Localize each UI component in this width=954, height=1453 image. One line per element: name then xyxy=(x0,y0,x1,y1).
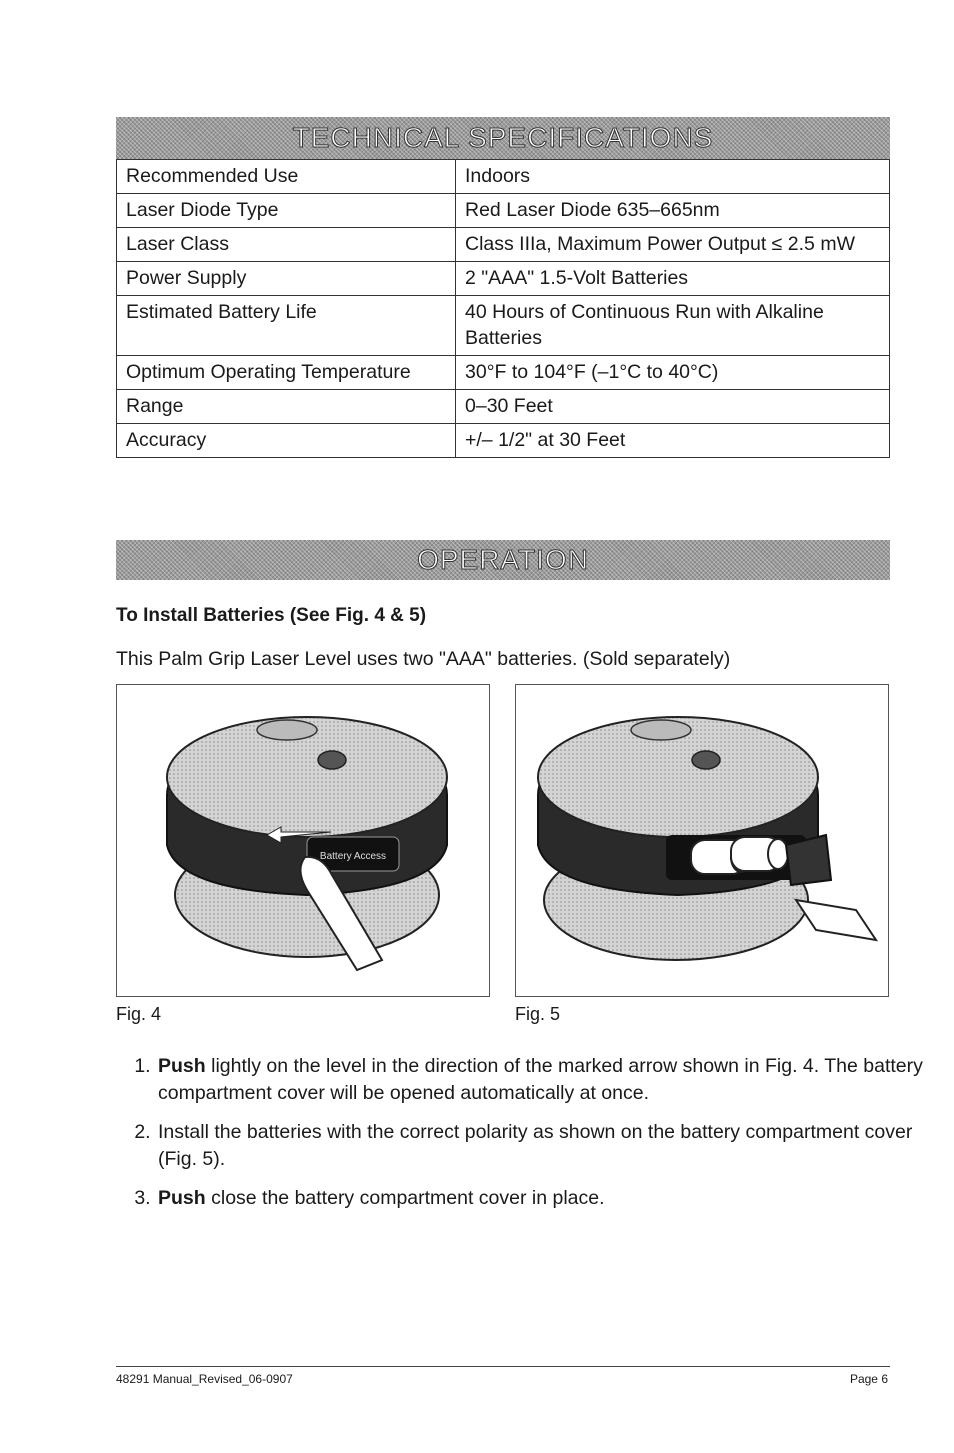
battery-access-label: Battery Access xyxy=(319,851,387,862)
footer-document-id: 48291 Manual_Revised_06-0907 xyxy=(116,1372,293,1386)
figure-5-caption: Fig. 5 xyxy=(515,1004,561,1024)
spec-label: Laser Diode Type xyxy=(117,194,456,228)
spec-label: Recommended Use xyxy=(117,160,456,194)
figure-5-illustration xyxy=(515,684,889,997)
table-row xyxy=(117,296,890,356)
spec-label: Laser Class xyxy=(117,228,456,262)
install-steps-list xyxy=(116,1053,936,1224)
spec-label: Optimum Operating Temperature xyxy=(117,356,456,390)
spec-label: Estimated Battery Life xyxy=(117,296,456,356)
spec-value: 0–30 Feet xyxy=(456,390,890,424)
spec-label: Accuracy xyxy=(117,424,456,458)
step-emphasis: Push xyxy=(158,1055,206,1077)
spec-value: Indoors xyxy=(456,160,890,194)
list-item xyxy=(156,1185,936,1212)
spec-value: 40 Hours of Continuous Run with Alkaline Batteries xyxy=(456,296,890,356)
table-row xyxy=(117,160,890,194)
intro-paragraph: This Palm Grip Laser Level uses two "AAA" batteries. (Sold separately) xyxy=(116,648,731,670)
list-item xyxy=(156,1119,936,1173)
spec-label: Power Supply xyxy=(117,262,456,296)
table-row xyxy=(117,424,890,458)
spec-value: 30°F to 104°F (–1°C to 40°C) xyxy=(456,356,890,390)
step-text: Install the batteries with the correct polarity as shown on the battery compartment cover (Fig. 5). xyxy=(158,1121,913,1170)
spec-value: 2 "AAA" 1.5-Volt Batteries xyxy=(456,262,890,296)
step-text: close the battery compartment cover in place. xyxy=(205,1187,605,1209)
step-emphasis: Push xyxy=(158,1187,206,1209)
section-title: OPERATION xyxy=(417,544,589,575)
table-row xyxy=(117,228,890,262)
footer-page-number: Page 6 xyxy=(849,1372,888,1386)
specifications-table xyxy=(116,159,890,458)
spec-label: Range xyxy=(117,390,456,424)
table-row xyxy=(117,194,890,228)
spec-value: Red Laser Diode 635–665nm xyxy=(456,194,890,228)
list-item xyxy=(156,1053,936,1107)
figure-4-caption: Fig. 4 xyxy=(116,1004,162,1024)
figure-4-illustration xyxy=(116,684,490,997)
table-row xyxy=(117,262,890,296)
spec-value: +/– 1/2" at 30 Feet xyxy=(456,424,890,458)
operation-banner xyxy=(116,540,890,580)
spec-value: Class IIIa, Maximum Power Output ≤ 2.5 mW xyxy=(456,228,890,262)
install-batteries-heading: To Install Batteries (See Fig. 4 & 5) xyxy=(116,605,427,626)
step-text: lightly on the level in the direction of the marked arrow shown in Fig. 4. The battery compartment cover will be opened automatically at once. xyxy=(158,1055,923,1104)
technical-specifications-banner xyxy=(116,117,890,159)
section-title: TECHNICAL SPECIFICATIONS xyxy=(292,122,714,153)
table-row xyxy=(117,356,890,390)
table-row xyxy=(117,390,890,424)
footer-divider xyxy=(116,1366,890,1367)
